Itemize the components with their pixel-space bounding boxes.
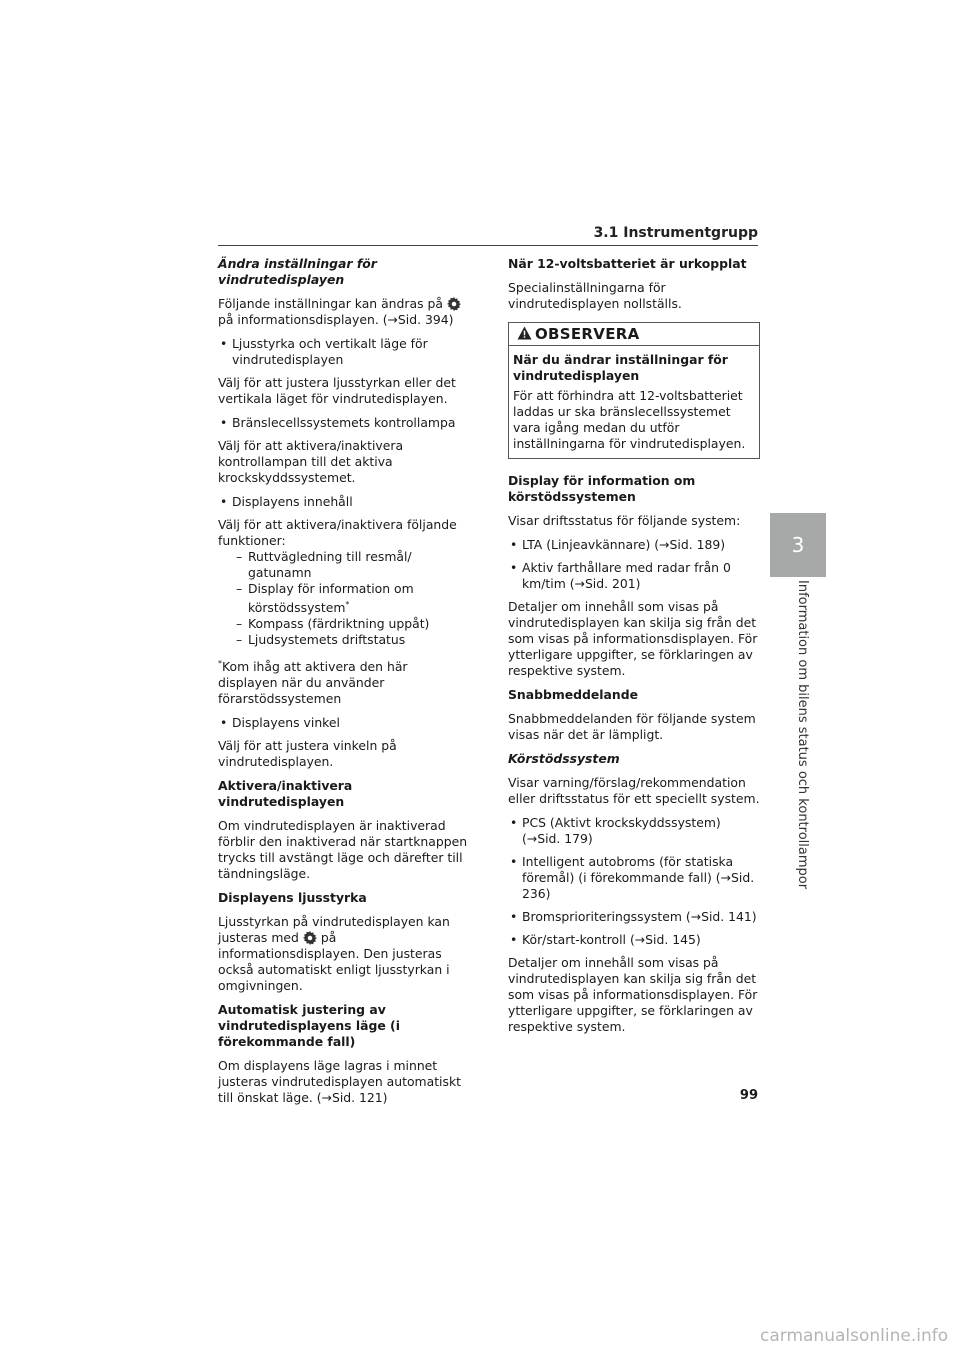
section-title: 3.1 Instrumentgrupp — [593, 225, 758, 241]
heading-change-settings: Ändra inställningar för vindrutedisplayen — [218, 256, 377, 287]
right-column — [508, 256, 760, 1043]
left-column — [218, 256, 468, 1114]
paragraph: Visar varning/förslag/rekommendation eller driftsstatus för ett speciellt system. — [508, 775, 760, 806]
paragraph: Specialinställningarna för vindrutedisplayen nollställs. — [508, 280, 682, 311]
footnote: *Kom ihåg att aktivera den här displayen när du använder förarstödssystemen — [218, 659, 408, 707]
paragraph: Välj för att justera ljusstyrkan eller det vertikala läget för vindrutedisplayen. — [218, 375, 456, 406]
paragraph: Detaljer om innehåll som visas på vindrutedisplayen kan skilja sig från det som visas på informationsdisplayen. För ytterligare uppgifter, se förklaringen av respektive system. — [508, 955, 758, 1034]
paragraph: Snabbmeddelanden för följande system visas när det är lämpligt. — [508, 711, 756, 742]
caution-header: OBSERVERA — [509, 323, 759, 346]
gear-icon — [447, 297, 461, 311]
heading-brightness: Displayens ljusstyrka — [218, 890, 367, 906]
sub-list-item: – Ljudsystemets driftstatus — [236, 632, 406, 648]
sub-list-item: – Kompass (färdriktning uppåt) — [236, 616, 430, 632]
page-number: 99 — [739, 1088, 758, 1103]
list-item: • Displayens innehåll — [218, 494, 468, 510]
heading-toggle-display: Aktivera/inaktivera vindrutedisplayen — [218, 778, 353, 810]
paragraph: Om displayens läge lagras i minnet justeras vindrutedisplayen automatiskt till önskat läge. (→Sid. 121) — [218, 1058, 461, 1106]
list-item: • Kör/start-kontroll (→Sid. 145) — [508, 932, 760, 948]
heading-quick-message: Snabbmeddelande — [508, 687, 639, 702]
heading-battery-disconnected: När 12-voltsbatteriet är urkopplat — [508, 256, 747, 271]
watermark: carmanualsonline.info — [760, 1326, 949, 1346]
list-item: • Bromsprioriteringssystem (→Sid. 141) — [508, 909, 760, 925]
list-item: • Ljusstyrka och vertikalt läge för vindrutedisplayen — [218, 336, 468, 368]
heading-driving-support: Display för information om körstödssystemen — [508, 473, 696, 504]
list-item: • Aktiv farthållare med radar från 0 km/tim (→Sid. 201) — [508, 560, 760, 592]
caution-box — [508, 322, 760, 459]
heading-driver-support-system: Körstödssystem — [508, 751, 620, 766]
list-item: • Intelligent autobroms (för statiska föremål) (i förekommande fall) (→Sid. 236) — [508, 854, 760, 902]
chapter-label: Information om bilens status och kontrollampor — [795, 580, 810, 890]
list-item: • PCS (Aktivt krockskyddssystem) (→Sid. 179) — [508, 815, 760, 847]
list-item: • Bränslecellssystemets kontrollampa — [218, 415, 468, 431]
warning-triangle-icon — [517, 326, 532, 340]
footnote-marker: * — [218, 659, 222, 669]
footnote-marker: * — [345, 600, 350, 609]
paragraph: Välj för att aktivera/inaktivera kontrollampan till det aktiva krockskyddssystemet. — [218, 438, 404, 485]
page-header — [218, 225, 758, 246]
paragraph: Visar driftsstatus för följande system: — [508, 513, 741, 528]
paragraph: Välj för att aktivera/inaktivera följande funktioner: — [218, 517, 457, 548]
gear-icon — [303, 931, 317, 945]
sub-list-item: – Ruttvägledning till resmål/ gatunamn — [236, 549, 412, 580]
caution-text: För att förhindra att 12-voltsbatteriet laddas ur ska bränslecellssystemet vara igång medan du utför inställningarna för vindrutedisplayen. — [513, 388, 746, 451]
heading-auto-adjust: Automatisk justering av vindrutedisplayens läge (i förekommande fall) — [218, 1002, 400, 1050]
paragraph-settings-intro: Följande inställningar kan ändras påpå informationsdisplayen. (→Sid. 394) — [218, 296, 468, 328]
chapter-number: 3 — [791, 533, 805, 557]
caution-body — [509, 346, 759, 458]
list-item: • Displayens vinkel — [218, 715, 468, 731]
paragraph-brightness: Ljusstyrkan på vindrutedisplayen kan justeras med på informationsdisplayen. Den justeras också automatiskt enligt ljusstyrkan i omgivningen. — [218, 914, 450, 994]
list-item: • LTA (Linjeavkännare) (→Sid. 189) — [508, 537, 760, 553]
paragraph: Välj för att justera vinkeln på vindrutedisplayen. — [218, 738, 397, 770]
paragraph: Detaljer om innehåll som visas på vindrutedisplayen kan skilja sig från det som visas på informationsdisplayen. För ytterligare uppgifter, se förklaringen av respektive system. — [508, 599, 758, 678]
sub-list-item: – Display för information om körstödssystem* — [236, 581, 414, 616]
caution-heading: När du ändrar inställningar för vindrutedisplayen — [513, 352, 728, 383]
chapter-tab — [770, 513, 826, 577]
paragraph: Om vindrutedisplayen är inaktiverad förblir den inaktiverad när startknappen trycks till avstängt läge och därefter till tändningsläge. — [218, 818, 468, 882]
